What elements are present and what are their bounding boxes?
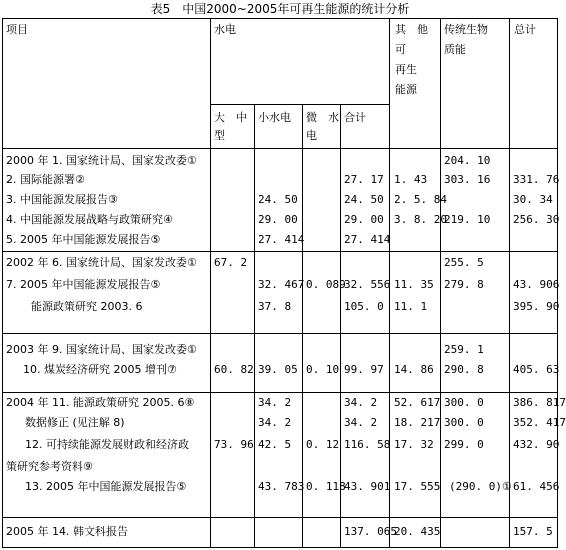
- cell-traditional: 255. 5: [444, 256, 484, 269]
- header-item: 项目: [6, 23, 28, 36]
- cell-subtotal: 29. 00: [344, 213, 384, 226]
- row-item: 13. 2005 年中国能源发展报告⑤: [25, 480, 187, 493]
- cell-large-medium: 67. 2: [214, 256, 248, 269]
- grid-line: [3, 392, 557, 393]
- row-item: 2002 年 6. 国家统计局、国家发改委①: [6, 256, 197, 269]
- cell-traditional: (290. 0)①: [449, 480, 512, 493]
- cell-total: 157. 5: [513, 525, 553, 538]
- cell-other: 14. 86: [394, 363, 434, 376]
- cell-other: 1. 43: [394, 173, 428, 186]
- cell-other: 3. 8. 20: [394, 213, 447, 226]
- grid-line: [440, 19, 441, 547]
- row-item: 2000 年 1. 国家统计局、国家发改委①: [6, 154, 197, 167]
- cell-traditional: 303. 16: [444, 173, 491, 186]
- cell-micro-hydro: 0. 089: [306, 278, 346, 291]
- cell-traditional: 290. 8: [444, 363, 484, 376]
- cell-subtotal: 34. 2: [344, 396, 378, 409]
- cell-traditional: 300. 0: [444, 416, 484, 429]
- header-traditional-biomass: 传统生物: [444, 23, 488, 36]
- cell-subtotal: 32. 556: [344, 278, 391, 291]
- grid-line: [3, 517, 557, 518]
- header-traditional-biomass: 质能: [444, 43, 466, 56]
- row-item: 能源政策研究 2003. 6: [31, 300, 143, 313]
- cell-subtotal: 137. 065: [344, 525, 397, 538]
- cell-subtotal: 27. 414: [344, 233, 391, 246]
- grid-line: [210, 19, 211, 547]
- row-item: 2003 年 9. 国家统计局、国家发改委①: [6, 343, 197, 356]
- cell-subtotal: 24. 50: [344, 193, 384, 206]
- header-other: 可: [395, 43, 406, 56]
- cell-subtotal: 116. 58: [344, 438, 391, 451]
- cell-subtotal: 43. 901: [344, 480, 391, 493]
- row-item: 数据修正 (见注解 8): [25, 416, 125, 429]
- cell-traditional: 299. 0: [444, 438, 484, 451]
- cell-small-hydro: 37. 8: [258, 300, 292, 313]
- cell-large-medium: 60. 82: [214, 363, 254, 376]
- statistics-table: [2, 18, 566, 548]
- table-title: 表5 中国2000~2005年可再生能源的统计分析: [150, 2, 410, 16]
- header-total: 总计: [514, 23, 536, 36]
- cell-total: 256. 30: [513, 213, 560, 226]
- cell-subtotal: 105. 0: [344, 300, 384, 313]
- cell-traditional: 219. 10: [444, 213, 491, 226]
- row-item: 5. 2005 年中国能源发展报告⑤: [6, 233, 161, 246]
- cell-small-hydro: 24. 50: [258, 193, 298, 206]
- cell-micro-hydro: 0. 12: [306, 438, 340, 451]
- cell-small-hydro: 32. 467: [258, 278, 305, 291]
- row-item: 7. 2005 年中国能源发展报告⑤: [6, 278, 161, 291]
- cell-total: 352. 417: [513, 416, 566, 429]
- row-item: 策研究参考资料⑨: [6, 460, 93, 473]
- header-micro-hydro: 电: [306, 129, 317, 142]
- cell-total: 331. 76: [513, 173, 560, 186]
- header-other: 能源: [395, 83, 417, 96]
- row-item: 10. 煤炭经济研究 2005 增刊⑦: [23, 363, 177, 376]
- cell-total: 30. 34: [513, 193, 553, 206]
- cell-total: 61. 456: [513, 480, 560, 493]
- header-large-medium: 大 中: [214, 111, 247, 124]
- header-other: 其 他: [395, 23, 428, 36]
- cell-subtotal: 27. 17: [344, 173, 384, 186]
- cell-traditional: 300. 0: [444, 396, 484, 409]
- cell-other: 20. 435: [394, 525, 441, 538]
- grid-line: [3, 251, 557, 252]
- cell-large-medium: 73. 96: [214, 438, 254, 451]
- cell-small-hydro: 27. 414: [258, 233, 305, 246]
- row-item: 3. 中国能源发展报告③: [6, 193, 118, 206]
- grid-line: [3, 333, 557, 334]
- cell-small-hydro: 29. 00: [258, 213, 298, 226]
- cell-micro-hydro: 0. 118: [306, 480, 346, 493]
- cell-small-hydro: 34. 2: [258, 416, 292, 429]
- row-item: 12. 可持续能源发展财政和经济政: [25, 438, 189, 451]
- header-hydro: 水电: [214, 23, 236, 36]
- header-other: 再生: [395, 63, 417, 76]
- cell-micro-hydro: 0. 10: [306, 363, 340, 376]
- row-item: 2004 年 11. 能源政策研究 2005. 6⑧: [6, 396, 195, 409]
- cell-other: 11. 35: [394, 278, 434, 291]
- cell-total: 395. 90: [513, 300, 560, 313]
- cell-total: 386. 817: [513, 396, 566, 409]
- header-small-hydro: 小水电: [258, 111, 291, 124]
- cell-subtotal: 34. 2: [344, 416, 378, 429]
- grid-line: [210, 104, 389, 105]
- cell-other: 17. 555: [394, 480, 441, 493]
- cell-other: 11. 1: [394, 300, 428, 313]
- cell-traditional: 204. 10: [444, 154, 491, 167]
- cell-other: 2. 5. 84: [394, 193, 447, 206]
- cell-small-hydro: 39. 05: [258, 363, 298, 376]
- header-micro-hydro: 微 水: [306, 111, 339, 124]
- cell-small-hydro: 34. 2: [258, 396, 292, 409]
- grid-line: [3, 148, 557, 149]
- cell-traditional: 279. 8: [444, 278, 484, 291]
- cell-small-hydro: 43. 783: [258, 480, 305, 493]
- cell-traditional: 259. 1: [444, 343, 484, 356]
- cell-total: 432. 90: [513, 438, 560, 451]
- cell-other: 17. 32: [394, 438, 434, 451]
- cell-total: 43. 906: [513, 278, 560, 291]
- cell-other: 52. 617: [394, 396, 441, 409]
- row-item: 2. 国际能源署②: [6, 173, 85, 186]
- cell-small-hydro: 42. 5: [258, 438, 292, 451]
- row-item: 4. 中国能源发展战略与政策研究④: [6, 213, 173, 226]
- row-item: 2005 年 14. 韩文科报告: [6, 525, 128, 538]
- header-subtotal: 合计: [344, 111, 366, 124]
- cell-total: 405. 63: [513, 363, 560, 376]
- header-large-medium: 型: [214, 129, 225, 142]
- grid-line: [254, 104, 255, 547]
- cell-subtotal: 99. 97: [344, 363, 384, 376]
- grid-line: [509, 19, 510, 547]
- cell-other: 18. 217: [394, 416, 441, 429]
